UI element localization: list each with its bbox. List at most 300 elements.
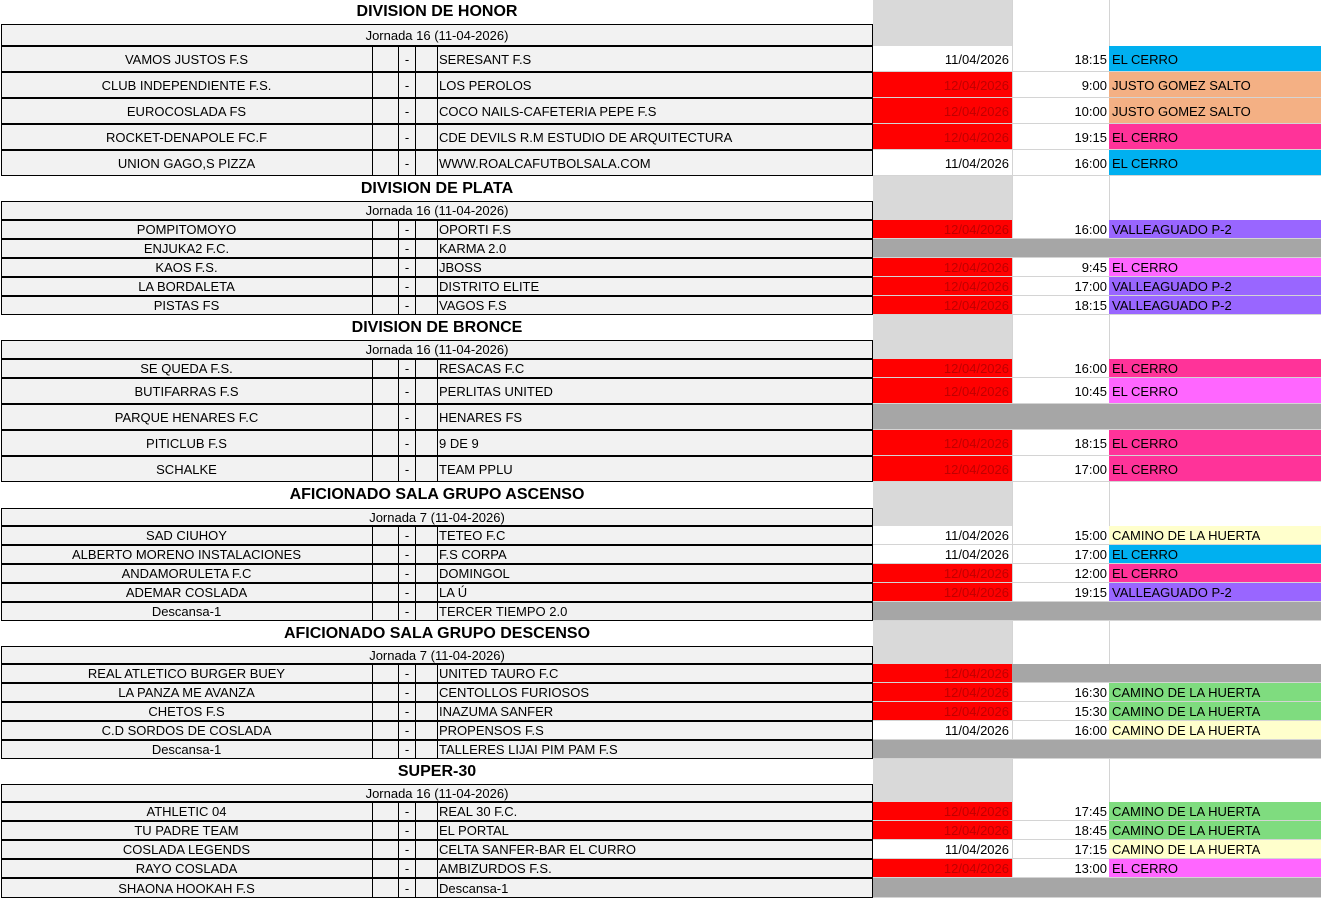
match-time: 16:30: [1074, 685, 1107, 700]
versus-separator: -: [404, 666, 410, 681]
home-team: EUROCOSLADA FS: [126, 103, 247, 119]
column-divider: [372, 526, 373, 545]
match-row[interactable]: [0, 296, 1321, 315]
match-row[interactable]: [0, 859, 1321, 878]
section-header-row: [0, 176, 1321, 201]
match-row[interactable]: [0, 258, 1321, 277]
column-divider: [415, 602, 416, 621]
home-team: ANDAMORULETA F.C: [121, 566, 252, 581]
column-divider: [415, 404, 416, 430]
jornada-gray-cell: [873, 508, 1012, 526]
match-venue: CAMINO DE LA HUERTA: [1109, 526, 1321, 545]
match-date: 12/04/2026: [873, 277, 1012, 296]
versus-separator: -: [404, 723, 410, 738]
section-header-row: [0, 759, 1321, 784]
away-team: WWW.ROALCAFUTBOLSALA.COM: [439, 155, 651, 171]
column-divider: [437, 859, 438, 878]
column-divider: [415, 72, 416, 98]
match-time: 9:00: [1081, 77, 1107, 93]
column-divider: [372, 602, 373, 621]
home-team: ALBERTO MORENO INSTALACIONES: [72, 547, 301, 562]
jornada-gray-cell: [873, 646, 1012, 664]
jornada-row: [0, 201, 1321, 220]
home-team: POMPITOMOYO: [136, 222, 237, 237]
title-gray-cell: [873, 621, 1012, 646]
match-venue: EL CERRO: [1109, 859, 1321, 878]
match-time: 17:00: [1074, 547, 1107, 562]
versus-separator: -: [404, 823, 410, 838]
away-team: DOMINGOL: [439, 566, 510, 581]
column-divider: [372, 821, 373, 840]
match-date: 12/04/2026: [873, 296, 1012, 315]
column-divider: [372, 359, 373, 378]
unscheduled-cell: [873, 740, 1321, 759]
match-venue: CAMINO DE LA HUERTA: [1109, 702, 1321, 721]
column-divider: [415, 456, 416, 482]
column-divider: [415, 740, 416, 759]
home-team: C.D SORDOS DE COSLADA: [101, 723, 272, 738]
section-title: SUPER-30: [397, 763, 477, 780]
column-divider: [415, 239, 416, 258]
column-divider: [415, 220, 416, 239]
jornada-gray-cell: [873, 784, 1012, 802]
column-divider: [437, 404, 438, 430]
column-divider: [372, 46, 373, 72]
match-venue: VALLEAGUADO P-2: [1109, 583, 1321, 602]
home-team: COSLADA LEGENDS: [122, 842, 251, 857]
section-header-row: [0, 621, 1321, 646]
column-divider: [372, 72, 373, 98]
away-team: OPORTI F.S: [439, 222, 511, 237]
match-time: 19:15: [1074, 585, 1107, 600]
versus-separator: -: [404, 435, 410, 451]
away-team: SERESANT F.S: [439, 51, 532, 67]
versus-separator: -: [404, 880, 410, 896]
versus-separator: -: [404, 804, 410, 819]
column-divider: [437, 239, 438, 258]
column-divider: [437, 664, 438, 683]
away-team: CDE DEVILS R.M ESTUDIO DE ARQUITECTURA: [439, 129, 733, 145]
match-date: 12/04/2026: [873, 359, 1012, 378]
column-divider: [415, 545, 416, 564]
match-row[interactable]: [0, 239, 1321, 258]
column-divider: [372, 220, 373, 239]
jornada-label: Jornada 7 (11-04-2026): [1, 508, 873, 526]
match-time: 10:45: [1074, 383, 1107, 399]
away-team: JBOSS: [439, 260, 482, 275]
match-date: 12/04/2026: [873, 583, 1012, 602]
match-date: 12/04/2026: [873, 258, 1012, 277]
column-divider: [372, 258, 373, 277]
title-gray-cell: [873, 482, 1012, 508]
match-venue: CAMINO DE LA HUERTA: [1109, 721, 1321, 740]
match-venue: EL CERRO: [1109, 456, 1321, 482]
home-team: LA BORDALETA: [138, 279, 235, 294]
home-team: REAL ATLETICO BURGER BUEY: [87, 666, 286, 681]
match-venue: EL CERRO: [1109, 564, 1321, 583]
jornada-label: Jornada 16 (11-04-2026): [1, 784, 873, 802]
home-team: PITICLUB F.S: [146, 435, 227, 451]
away-team: EL PORTAL: [439, 823, 509, 838]
column-divider: [372, 98, 373, 124]
versus-separator: -: [404, 51, 410, 67]
column-divider: [372, 378, 373, 404]
column-divider: [437, 430, 438, 456]
match-time: 9:45: [1081, 260, 1107, 275]
unscheduled-cell: [873, 239, 1321, 258]
match-date: 12/04/2026: [873, 124, 1012, 150]
match-row[interactable]: [0, 702, 1321, 721]
column-divider: [437, 98, 438, 124]
match-row[interactable]: [0, 98, 1321, 124]
versus-separator: -: [404, 129, 410, 145]
home-team: CHETOS F.S: [148, 704, 225, 719]
match-venue: VALLEAGUADO P-2: [1109, 277, 1321, 296]
match-venue: EL CERRO: [1109, 378, 1321, 404]
away-team: INAZUMA SANFER: [439, 704, 554, 719]
match-time: 18:45: [1074, 823, 1107, 838]
jornada-gray-cell: [873, 201, 1012, 220]
home-team: ENJUKA2 F.C.: [143, 241, 230, 256]
away-team: F.S CORPA: [439, 547, 507, 562]
match-venue: JUSTO GOMEZ SALTO: [1109, 72, 1321, 98]
away-team: 9 DE 9: [439, 435, 479, 451]
column-divider: [415, 277, 416, 296]
match-time: 15:30: [1074, 704, 1107, 719]
column-divider: [437, 72, 438, 98]
away-team: COCO NAILS-CAFETERIA PEPE F.S: [439, 103, 657, 119]
column-divider: [372, 124, 373, 150]
match-row[interactable]: [0, 545, 1321, 564]
jornada-gray-cell: [873, 340, 1012, 359]
home-team: Descansa-1: [151, 742, 222, 757]
jornada-gray-cell: [873, 24, 1012, 46]
match-venue: VALLEAGUADO P-2: [1109, 220, 1321, 239]
unscheduled-cell: [873, 878, 1321, 898]
column-divider: [437, 124, 438, 150]
away-team: AMBIZURDOS F.S.: [439, 861, 552, 876]
match-venue: EL CERRO: [1109, 545, 1321, 564]
column-divider: [437, 378, 438, 404]
match-venue: EL CERRO: [1109, 150, 1321, 176]
versus-separator: -: [404, 222, 410, 237]
column-divider: [437, 46, 438, 72]
match-row[interactable]: [0, 378, 1321, 404]
column-divider: [415, 664, 416, 683]
away-team: VAGOS F.S: [439, 298, 507, 313]
match-time: 10:00: [1074, 103, 1107, 119]
away-team: TETEO F.C: [439, 528, 506, 543]
versus-separator: -: [404, 566, 410, 581]
match-time: 17:00: [1074, 461, 1107, 477]
match-date: 11/04/2026: [873, 526, 1012, 545]
column-divider: [437, 583, 438, 602]
match-time: 13:00: [1074, 861, 1107, 876]
match-row[interactable]: [0, 220, 1321, 239]
versus-separator: -: [404, 685, 410, 700]
match-row[interactable]: [0, 802, 1321, 821]
away-team: CELTA SANFER-BAR EL CURRO: [439, 842, 636, 857]
match-row[interactable]: [0, 456, 1321, 482]
versus-separator: -: [404, 842, 410, 857]
versus-separator: -: [404, 103, 410, 119]
jornada-label: Jornada 16 (11-04-2026): [1, 24, 873, 46]
away-team: LA Ú: [439, 585, 468, 600]
away-team: RESACAS F.C: [439, 361, 525, 376]
column-divider: [415, 683, 416, 702]
away-team: Descansa-1: [439, 880, 509, 896]
section-title: DIVISION DE PLATA: [360, 180, 514, 197]
column-divider: [437, 277, 438, 296]
match-date: 12/04/2026: [873, 664, 1012, 683]
match-date: 12/04/2026: [873, 821, 1012, 840]
match-row[interactable]: [0, 821, 1321, 840]
match-row[interactable]: [0, 526, 1321, 545]
home-team: PARQUE HENARES F.C: [114, 409, 259, 425]
home-team: LA PANZA ME AVANZA: [118, 685, 255, 700]
title-gray-cell: [873, 176, 1012, 201]
match-row[interactable]: [0, 430, 1321, 456]
match-venue: VALLEAGUADO P-2: [1109, 296, 1321, 315]
title-gray-cell: [873, 315, 1012, 340]
versus-separator: -: [404, 383, 410, 399]
column-divider: [437, 296, 438, 315]
match-row[interactable]: [0, 72, 1321, 98]
match-date: 11/04/2026: [873, 840, 1012, 859]
match-time: 15:00: [1074, 528, 1107, 543]
match-time: 16:00: [1074, 723, 1107, 738]
column-divider: [372, 564, 373, 583]
versus-separator: -: [404, 604, 410, 619]
match-time: 17:45: [1074, 804, 1107, 819]
column-divider: [415, 821, 416, 840]
match-row[interactable]: [0, 683, 1321, 702]
column-divider: [415, 583, 416, 602]
match-venue: EL CERRO: [1109, 359, 1321, 378]
unscheduled-cell: [873, 404, 1321, 430]
versus-separator: -: [404, 461, 410, 477]
away-team: PROPENSOS F.S: [439, 723, 544, 738]
column-divider: [437, 878, 438, 898]
match-venue: EL CERRO: [1109, 258, 1321, 277]
column-divider: [372, 239, 373, 258]
match-date: 12/04/2026: [873, 72, 1012, 98]
match-row[interactable]: [0, 583, 1321, 602]
jornada-label: Jornada 7 (11-04-2026): [1, 646, 873, 664]
column-divider: [372, 583, 373, 602]
away-team: UNITED TAURO F.C: [439, 666, 559, 681]
match-date: 12/04/2026: [873, 802, 1012, 821]
section-header-row: [0, 0, 1321, 24]
jornada-row: [0, 646, 1321, 664]
match-row[interactable]: [0, 124, 1321, 150]
column-divider: [415, 150, 416, 176]
column-divider: [415, 430, 416, 456]
home-team: PISTAS FS: [153, 298, 220, 313]
column-divider: [372, 545, 373, 564]
match-date: 11/04/2026: [873, 150, 1012, 176]
home-team: TU PADRE TEAM: [134, 823, 239, 838]
away-team: REAL 30 F.C.: [439, 804, 518, 819]
column-divider: [437, 220, 438, 239]
column-divider: [415, 702, 416, 721]
match-row[interactable]: [0, 150, 1321, 176]
match-date: 12/04/2026: [873, 220, 1012, 239]
away-team: CENTOLLOS FURIOSOS: [439, 685, 590, 700]
away-team: TERCER TIEMPO 2.0: [439, 604, 568, 619]
column-divider: [437, 683, 438, 702]
home-team: SCHALKE: [156, 461, 217, 477]
away-team: KARMA 2.0: [439, 241, 507, 256]
column-divider: [437, 564, 438, 583]
column-divider: [437, 602, 438, 621]
column-divider: [372, 683, 373, 702]
column-divider: [372, 702, 373, 721]
column-divider: [415, 378, 416, 404]
versus-separator: -: [404, 547, 410, 562]
versus-separator: -: [404, 279, 410, 294]
versus-separator: -: [404, 704, 410, 719]
column-divider: [415, 564, 416, 583]
jornada-row: [0, 784, 1321, 802]
column-divider: [415, 859, 416, 878]
jornada-row: [0, 340, 1321, 359]
section-header-row: [0, 315, 1321, 340]
column-divider: [415, 296, 416, 315]
match-time: 16:00: [1074, 361, 1107, 376]
section-title: DIVISION DE BRONCE: [351, 319, 523, 336]
match-date: 11/04/2026: [873, 545, 1012, 564]
home-team: RAYO COSLADA: [135, 861, 238, 876]
versus-separator: -: [404, 260, 410, 275]
column-divider: [437, 359, 438, 378]
jornada-label: Jornada 16 (11-04-2026): [1, 340, 873, 359]
section-title: AFICIONADO SALA GRUPO DESCENSO: [283, 625, 591, 642]
match-venue: EL CERRO: [1109, 46, 1321, 72]
column-divider: [372, 296, 373, 315]
versus-separator: -: [404, 528, 410, 543]
match-time: 17:15: [1074, 842, 1107, 857]
home-team: SAD CIUHOY: [146, 528, 227, 543]
jornada-label: Jornada 16 (11-04-2026): [1, 201, 873, 220]
match-date: 12/04/2026: [873, 430, 1012, 456]
section-header-row: [0, 482, 1321, 508]
column-divider: [372, 740, 373, 759]
column-divider: [372, 802, 373, 821]
match-date: 11/04/2026: [873, 46, 1012, 72]
match-row[interactable]: [0, 404, 1321, 430]
column-divider: [372, 840, 373, 859]
match-row[interactable]: [0, 840, 1321, 859]
away-team: LOS PEROLOS: [439, 77, 532, 93]
match-row[interactable]: [0, 740, 1321, 759]
jornada-row: [0, 24, 1321, 46]
match-venue: JUSTO GOMEZ SALTO: [1109, 98, 1321, 124]
jornada-row: [0, 508, 1321, 526]
match-date: 12/04/2026: [873, 98, 1012, 124]
column-divider: [415, 258, 416, 277]
column-divider: [415, 878, 416, 898]
away-team: DISTRITO ELITE: [439, 279, 540, 294]
match-date: 12/04/2026: [873, 564, 1012, 583]
column-divider: [437, 258, 438, 277]
match-row[interactable]: [0, 664, 1321, 683]
column-divider: [415, 802, 416, 821]
match-row[interactable]: [0, 277, 1321, 296]
column-divider: [372, 456, 373, 482]
column-divider: [415, 526, 416, 545]
section-title: AFICIONADO SALA GRUPO ASCENSO: [289, 486, 585, 503]
column-divider: [415, 46, 416, 72]
column-divider: [372, 664, 373, 683]
versus-separator: -: [404, 298, 410, 313]
column-divider: [372, 721, 373, 740]
match-row[interactable]: [0, 564, 1321, 583]
match-venue: CAMINO DE LA HUERTA: [1109, 821, 1321, 840]
match-time: 19:15: [1074, 129, 1107, 145]
title-gray-cell: [873, 759, 1012, 784]
match-time: 18:15: [1074, 51, 1107, 67]
match-row[interactable]: [0, 721, 1321, 740]
versus-separator: -: [404, 585, 410, 600]
versus-separator: -: [404, 742, 410, 757]
home-team: SHAONA HOOKAH F.S: [118, 880, 255, 896]
column-divider: [415, 721, 416, 740]
column-divider: [415, 359, 416, 378]
match-date: 12/04/2026: [873, 859, 1012, 878]
home-team: KAOS F.S.: [155, 260, 218, 275]
match-time: 16:00: [1074, 222, 1107, 237]
match-date: 12/04/2026: [873, 456, 1012, 482]
match-row[interactable]: [0, 878, 1321, 898]
match-date: 11/04/2026: [873, 721, 1012, 740]
match-venue: CAMINO DE LA HUERTA: [1109, 840, 1321, 859]
home-team: ROCKET-DENAPOLE FC.F: [105, 129, 268, 145]
home-team: SE QUEDA F.S.: [140, 361, 233, 376]
match-venue: CAMINO DE LA HUERTA: [1109, 802, 1321, 821]
home-team: CLUB INDEPENDIENTE F.S.: [101, 77, 272, 93]
versus-separator: -: [404, 241, 410, 256]
match-row[interactable]: [0, 46, 1321, 72]
away-team: PERLITAS UNITED: [439, 383, 553, 399]
away-team: HENARES FS: [439, 409, 523, 425]
column-divider: [437, 526, 438, 545]
versus-separator: -: [404, 361, 410, 376]
versus-separator: -: [404, 861, 410, 876]
match-row[interactable]: [0, 602, 1321, 621]
column-divider: [437, 821, 438, 840]
home-team: ADEMAR COSLADA: [125, 585, 248, 600]
home-team: ATHLETIC 04: [146, 804, 227, 819]
section-title: DIVISION DE HONOR: [356, 3, 518, 20]
column-divider: [372, 150, 373, 176]
versus-separator: -: [404, 409, 410, 425]
match-time: 16:00: [1074, 155, 1107, 171]
home-team: BUTIFARRAS F.S: [134, 383, 239, 399]
home-team: VAMOS JUSTOS F.S: [124, 51, 249, 67]
away-team: TALLERES LIJAI PIM PAM F.S: [439, 742, 618, 757]
column-divider: [415, 98, 416, 124]
column-divider: [372, 878, 373, 898]
away-team: TEAM PPLU: [439, 461, 513, 477]
title-gray-cell: [873, 0, 1012, 24]
versus-separator: -: [404, 77, 410, 93]
match-row[interactable]: [0, 359, 1321, 378]
match-time: 18:15: [1074, 298, 1107, 313]
column-divider: [437, 740, 438, 759]
column-divider: [372, 859, 373, 878]
match-date: 12/04/2026: [873, 683, 1012, 702]
